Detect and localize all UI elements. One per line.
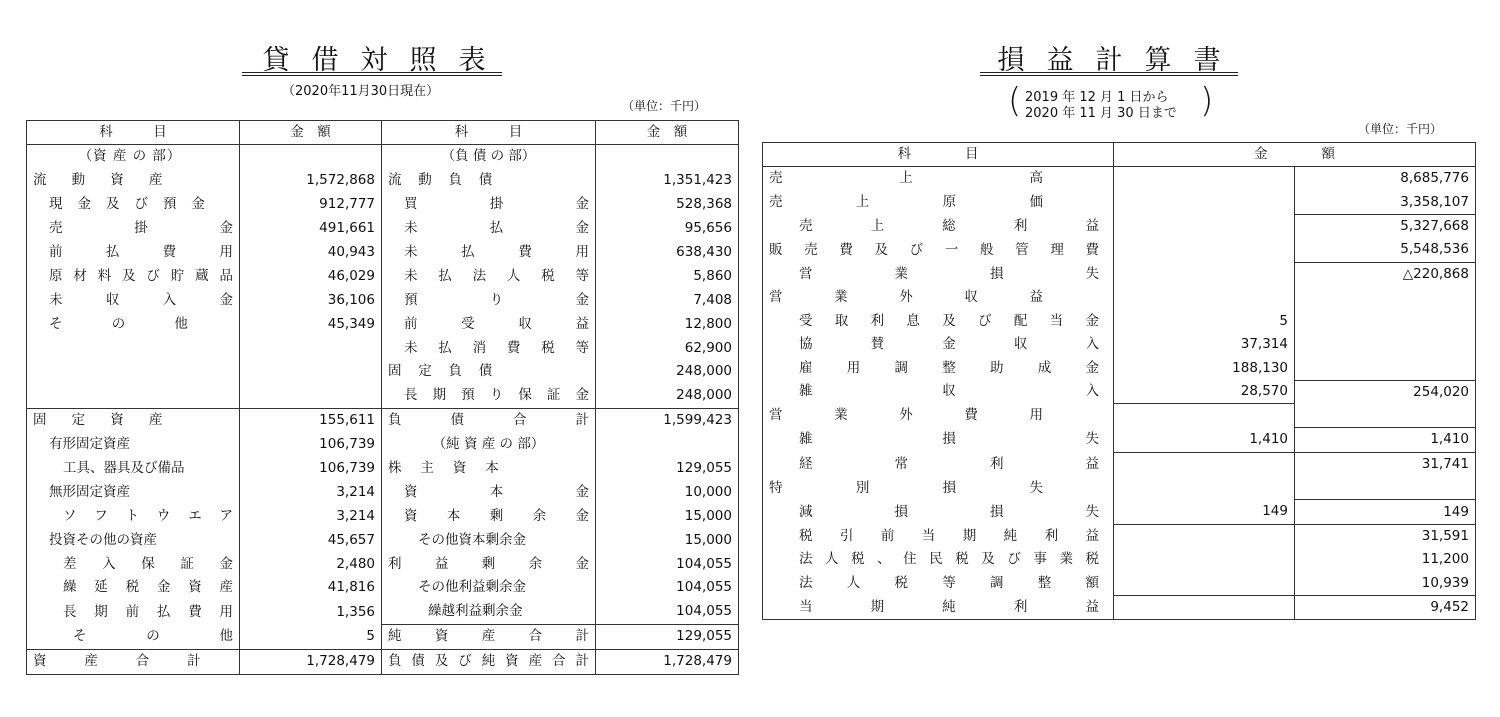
- liability-subject: 流動負債: [382, 169, 596, 193]
- liability-subject: 買掛金: [382, 193, 596, 217]
- liability-subject: 預り金: [382, 288, 596, 312]
- balance-sheet-table: [26, 120, 739, 675]
- pl-amount-total: 9,452: [1295, 596, 1476, 620]
- header-subject-left: 科 目: [27, 121, 240, 145]
- liability-subject: 繰越利益剰余金: [382, 600, 596, 624]
- header-subject: 科 目: [763, 143, 1114, 167]
- asset-subject: 前払費用: [49, 244, 233, 260]
- pl-amount-detail: [1114, 572, 1295, 596]
- period-to: 2020 年 11 月 30 日まで: [1025, 106, 1177, 121]
- income-statement-body: [763, 167, 1476, 620]
- balance-sheet-row: [27, 169, 739, 193]
- pl-subject: 税引前当期純利益: [799, 527, 1099, 544]
- liability-amount: 15,000: [596, 528, 739, 552]
- pl-amount-detail: 149: [1114, 500, 1295, 524]
- pl-subject: 販売費及び一般管理費: [769, 241, 1099, 258]
- balance-sheet-row: [27, 480, 739, 504]
- asset-amount: 912,777: [240, 193, 382, 217]
- pl-amount-detail: 5: [1114, 309, 1295, 332]
- liability-amount: 95,656: [596, 217, 739, 241]
- liability-subject: 純資産合計: [382, 624, 596, 649]
- balance-sheet-row: [27, 384, 739, 408]
- balance-sheet-unit: （単位：千円）: [622, 99, 707, 113]
- balance-sheet-row: [27, 576, 739, 600]
- asset-subject: 売掛金: [49, 220, 233, 237]
- pl-amount-total: 10,939: [1295, 572, 1476, 596]
- pl-amount-total: 31,591: [1295, 524, 1476, 548]
- asset-subject: 工具、器具及び備品: [63, 460, 185, 477]
- pl-subject: 雑損失: [799, 431, 1099, 448]
- balance-sheet-row: [27, 433, 739, 457]
- pl-subject: 売上原価: [769, 193, 1043, 210]
- liability-amount: [596, 433, 739, 457]
- asset-amount: [240, 145, 382, 169]
- income-statement-row: [763, 309, 1476, 332]
- income-statement-table: [762, 142, 1476, 620]
- asset-amount: 41,816: [240, 576, 382, 600]
- header-amount-left: 金 額: [240, 121, 382, 145]
- income-statement-row: [763, 238, 1476, 262]
- asset-subject: 原材料及び貯蔵品: [49, 267, 233, 284]
- asset-subject: [27, 360, 240, 384]
- pl-amount-total: 8,685,776: [1295, 167, 1476, 191]
- asset-amount: 106,739: [240, 457, 382, 481]
- asset-subject: [27, 384, 240, 408]
- pl-amount-detail: [1114, 238, 1295, 262]
- liability-subject: （負 債 の 部）: [382, 145, 596, 169]
- pl-subject: 受取利息及び配当金: [799, 312, 1099, 329]
- pl-amount-total: [1295, 333, 1476, 356]
- pl-amount-total: [1295, 286, 1476, 309]
- header-subject-right: 科 目: [382, 121, 596, 145]
- income-statement-row: [763, 572, 1476, 596]
- pl-amount-detail: [1114, 214, 1295, 238]
- pl-subject: 協賛金収入: [799, 335, 1099, 352]
- income-statement-row: [763, 262, 1476, 286]
- asset-subject: 現金及び預金: [49, 196, 205, 213]
- pl-amount-detail: [1114, 262, 1295, 286]
- asset-amount: 36,106: [240, 288, 382, 312]
- asset-amount: 1,356: [240, 600, 382, 624]
- pl-subject: 雑収入: [799, 383, 1099, 400]
- liability-amount: 129,055: [596, 457, 739, 481]
- pl-amount-total: [1295, 404, 1476, 428]
- balance-sheet-row: [27, 193, 739, 217]
- pl-amount-total: [1295, 356, 1476, 380]
- pl-amount-total: 5,327,668: [1295, 214, 1476, 238]
- pl-amount-total: 5,548,536: [1295, 238, 1476, 262]
- income-statement-title-underline: [980, 72, 1238, 76]
- pl-subject: 営業外費用: [769, 407, 1043, 424]
- liability-amount: 104,055: [596, 600, 739, 624]
- balance-sheet-row: [27, 408, 739, 432]
- balance-sheet-row: [27, 288, 739, 312]
- asset-amount: 46,029: [240, 264, 382, 288]
- pl-amount-total: 3,358,107: [1295, 190, 1476, 214]
- asset-amount: 45,657: [240, 528, 382, 552]
- asset-subject: 長期前払費用: [63, 603, 233, 620]
- balance-sheet-row: [27, 336, 739, 360]
- balance-sheet-date: （2020年11月30日現在）: [282, 84, 440, 99]
- asset-amount: [240, 360, 382, 384]
- asset-amount: [240, 384, 382, 408]
- balance-sheet-row: [27, 264, 739, 288]
- pl-subject: 法人税、住民税及び事業税: [799, 551, 1099, 568]
- balance-sheet-row: [27, 312, 739, 336]
- asset-subject: [27, 336, 240, 360]
- asset-amount: 3,214: [240, 504, 382, 528]
- liability-amount: 10,000: [596, 480, 739, 504]
- pl-amount-detail: [1114, 404, 1295, 428]
- asset-amount: 155,611: [240, 408, 382, 432]
- balance-sheet-row: [27, 649, 739, 674]
- liability-subject: 資本金: [382, 480, 596, 504]
- liability-amount: 7,408: [596, 288, 739, 312]
- header-amount-right: 金 額: [596, 121, 739, 145]
- pl-amount-detail: [1114, 596, 1295, 620]
- income-statement-row: [763, 596, 1476, 620]
- income-statement-row: [763, 452, 1476, 476]
- liability-amount: 104,055: [596, 576, 739, 600]
- pl-amount-detail: [1114, 548, 1295, 571]
- balance-sheet-row: [27, 600, 739, 624]
- income-statement-row: [763, 428, 1476, 452]
- liability-amount: 1,599,423: [596, 408, 739, 432]
- asset-subject: 未収入金: [49, 291, 233, 308]
- asset-subject: 差入保証金: [63, 555, 233, 572]
- liability-amount: [596, 145, 739, 169]
- pl-amount-total: 31,741: [1295, 452, 1476, 476]
- pl-subject: 雇用調整助成金: [799, 359, 1099, 376]
- income-statement-row: [763, 548, 1476, 571]
- liability-subject: その他利益剰余金: [382, 576, 596, 600]
- pl-subject: 当期純利益: [799, 598, 1099, 615]
- period-from: 2019 年 12 月 1 日から: [1025, 90, 1169, 105]
- pl-amount-total: 1,410: [1295, 428, 1476, 452]
- asset-subject: 無形固定資産: [49, 483, 130, 500]
- pl-amount-detail: [1114, 167, 1295, 191]
- liability-amount: 1,351,423: [596, 169, 739, 193]
- pl-subject: 経常利益: [799, 455, 1099, 472]
- income-statement-row: [763, 356, 1476, 380]
- header-amount: 金 額: [1114, 143, 1476, 167]
- period-close-paren: ): [1200, 81, 1214, 121]
- liability-amount: 638,430: [596, 241, 739, 265]
- asset-amount: 45,349: [240, 312, 382, 336]
- asset-subject: その他: [49, 315, 188, 332]
- liability-amount: 15,000: [596, 504, 739, 528]
- pl-subject: 法人税等調整額: [799, 575, 1099, 592]
- pl-amount-detail: 37,314: [1114, 333, 1295, 356]
- liability-subject: 利益剰余金: [382, 552, 596, 576]
- balance-sheet-row: [27, 360, 739, 384]
- liability-subject: 株主資本: [382, 457, 596, 481]
- pl-amount-total: 11,200: [1295, 548, 1476, 571]
- income-statement-row: [763, 476, 1476, 500]
- income-statement-row: [763, 380, 1476, 404]
- liability-subject: 負債合計: [382, 408, 596, 432]
- liability-amount: 528,368: [596, 193, 739, 217]
- liability-subject: その他資本剰余金: [382, 528, 596, 552]
- liability-subject: 未払金: [382, 217, 596, 241]
- liability-amount: 1,728,479: [596, 649, 739, 674]
- liability-subject: 未払法人税等: [382, 264, 596, 288]
- liability-amount: 62,900: [596, 336, 739, 360]
- asset-subject: 流動資産: [33, 172, 163, 189]
- balance-sheet-row: [27, 457, 739, 481]
- asset-subject: 有形固定資産: [49, 436, 130, 453]
- income-statement-row: [763, 404, 1476, 428]
- pl-amount-detail: [1114, 190, 1295, 214]
- income-statement-row: [763, 190, 1476, 214]
- asset-subject: その他: [73, 628, 233, 644]
- liability-subject: 長期預り保証金: [382, 384, 596, 408]
- income-statement-header-row: [763, 143, 1476, 167]
- pl-subject: 売上高: [769, 170, 1043, 187]
- period-open-paren: (: [1008, 81, 1022, 121]
- liability-amount: 104,055: [596, 552, 739, 576]
- pl-amount-total: 149: [1295, 500, 1476, 524]
- pl-amount-detail: 1,410: [1114, 428, 1295, 452]
- asset-amount: 1,572,868: [240, 169, 382, 193]
- balance-sheet-row: [27, 217, 739, 241]
- pl-amount-detail: [1114, 476, 1295, 500]
- pl-amount-detail: 188,130: [1114, 356, 1295, 380]
- liability-amount: 129,055: [596, 624, 739, 649]
- pl-subject: 減損損失: [799, 503, 1099, 520]
- asset-amount: 40,943: [240, 241, 382, 265]
- liability-subject: 負債及び純資産合計: [382, 649, 596, 674]
- balance-sheet-header-row: [27, 121, 739, 145]
- balance-sheet-row: [27, 504, 739, 528]
- pl-amount-total: [1295, 476, 1476, 500]
- asset-amount: 3,214: [240, 480, 382, 504]
- income-statement-row: [763, 167, 1476, 191]
- pl-subject: 売上総利益: [799, 217, 1099, 234]
- balance-sheet-row: [27, 552, 739, 576]
- liability-amount: 5,860: [596, 264, 739, 288]
- liability-subject: 資本剰余金: [382, 504, 596, 528]
- liability-amount: 12,800: [596, 312, 739, 336]
- pl-amount-detail: [1114, 286, 1295, 309]
- pl-subject: 営業外収益: [769, 289, 1043, 306]
- liability-subject: 前受収益: [382, 312, 596, 336]
- asset-amount: [240, 336, 382, 360]
- income-statement-row: [763, 524, 1476, 548]
- balance-sheet-row: [27, 528, 739, 552]
- pl-amount-total: 254,020: [1295, 380, 1476, 404]
- pl-amount-detail: [1114, 452, 1295, 476]
- asset-amount: 491,661: [240, 217, 382, 241]
- balance-sheet-title: 貸借対照表: [262, 45, 508, 76]
- pl-amount-total: [1295, 309, 1476, 332]
- asset-subject: 投資その他の資産: [49, 531, 157, 548]
- income-statement-unit: （単位：千円）: [1358, 122, 1443, 136]
- liability-amount: 248,000: [596, 384, 739, 408]
- asset-subject: （資 産 の 部）: [78, 148, 182, 165]
- income-statement-title: 損益計算書: [997, 45, 1243, 76]
- asset-amount: 5: [240, 624, 382, 649]
- asset-amount: 106,739: [240, 433, 382, 457]
- asset-amount: 2,480: [240, 552, 382, 576]
- asset-subject: 資産合計: [27, 649, 240, 674]
- pl-subject: 特別損失: [769, 479, 1043, 496]
- pl-amount-detail: 28,570: [1114, 380, 1295, 404]
- liability-subject: （純 資 産 の 部）: [382, 433, 596, 457]
- pl-subject: 営業損失: [799, 265, 1099, 282]
- asset-subject: 繰延税金資産: [63, 579, 233, 596]
- liability-subject: 未払費用: [382, 241, 596, 265]
- asset-amount: 1,728,479: [240, 649, 382, 674]
- balance-sheet-title-underline: [242, 72, 502, 76]
- income-statement-row: [763, 500, 1476, 524]
- income-statement-row: [763, 286, 1476, 309]
- balance-sheet-row: [27, 241, 739, 265]
- liability-subject: 固定負債: [382, 360, 596, 384]
- balance-sheet-row: [27, 145, 739, 169]
- balance-sheet-body: [27, 145, 739, 675]
- income-statement-row: [763, 333, 1476, 356]
- pl-amount-detail: [1114, 524, 1295, 548]
- asset-subject: ソフトウエア: [63, 507, 233, 524]
- income-statement-row: [763, 214, 1476, 238]
- pl-amount-total: △220,868: [1295, 262, 1476, 286]
- liability-amount: 248,000: [596, 360, 739, 384]
- asset-subject: 固定資産: [27, 408, 240, 432]
- liability-subject: 未払消費税等: [382, 336, 596, 360]
- balance-sheet-row: [27, 624, 739, 649]
